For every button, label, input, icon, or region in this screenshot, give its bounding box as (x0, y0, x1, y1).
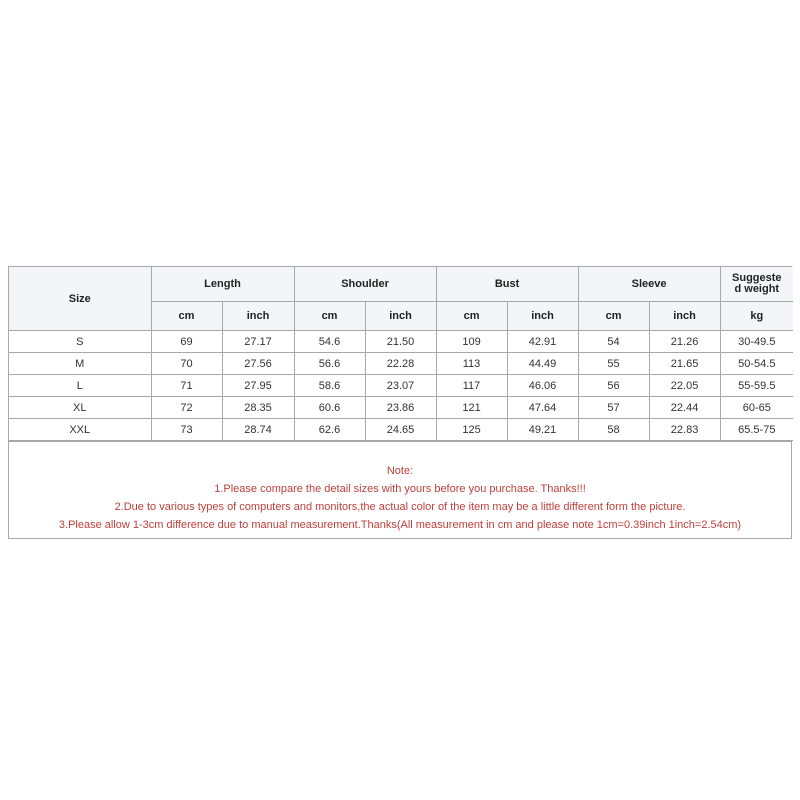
unit-header: kg (720, 302, 793, 331)
measurement-cell: 21.65 (649, 353, 720, 375)
measurement-cell: 56.6 (294, 353, 365, 375)
measurement-cell: 62.6 (294, 419, 365, 441)
measurement-cell: 71 (151, 375, 222, 397)
unit-header: cm (294, 302, 365, 331)
unit-header: cm (151, 302, 222, 331)
measurement-cell: 22.83 (649, 419, 720, 441)
measurement-cell: 54.6 (294, 331, 365, 353)
measurement-cell: 22.28 (365, 353, 436, 375)
measurement-cell: 22.05 (649, 375, 720, 397)
measurement-cell: 60.6 (294, 397, 365, 419)
measurement-cell: 47.64 (507, 397, 578, 419)
measurement-cell: 21.50 (365, 331, 436, 353)
sleeve-header: Sleeve (578, 267, 720, 302)
size-cell: L (9, 375, 151, 397)
measurement-cell: 56 (578, 375, 649, 397)
weight-header-line1: Suggeste (732, 272, 782, 284)
note-title: Note: (386, 465, 414, 477)
size-table (9, 267, 793, 441)
measurement-cell: 121 (436, 397, 507, 419)
measurement-cell: 27.17 (222, 331, 294, 353)
measurement-cell: 69 (151, 331, 222, 353)
measurement-cell: 28.74 (222, 419, 294, 441)
measurement-cell: 58 (578, 419, 649, 441)
measurement-cell: 49.21 (507, 419, 578, 441)
table-row (9, 375, 793, 397)
weight-cell: 55-59.5 (720, 375, 793, 397)
table-row (9, 419, 793, 441)
size-header: Size (9, 267, 151, 331)
measurement-cell: 27.95 (222, 375, 294, 397)
shoulder-header: Shoulder (294, 267, 436, 302)
measurement-cell: 42.91 (507, 331, 578, 353)
measurement-cell: 24.65 (365, 419, 436, 441)
size-chart (8, 266, 792, 539)
measurement-cell: 46.06 (507, 375, 578, 397)
measurement-cell: 57 (578, 397, 649, 419)
note-line: 1.Please compare the detail sizes with yours before you purchase. Thanks!!! (214, 483, 586, 495)
measurement-cell: 27.56 (222, 353, 294, 375)
unit-header: inch (222, 302, 294, 331)
table-body (9, 331, 793, 441)
note-line: 3.Please allow 1-3cm difference due to manual measurement.Thanks(All measurement in cm and please note 1cm=0.39inch 1inch=2.54cm) (58, 519, 742, 531)
weight-cell: 65.5-75 (720, 419, 793, 441)
measurement-cell: 109 (436, 331, 507, 353)
measurement-cell: 21.26 (649, 331, 720, 353)
size-cell: S (9, 331, 151, 353)
measurement-cell: 23.07 (365, 375, 436, 397)
size-cell: M (9, 353, 151, 375)
measurement-cell: 55 (578, 353, 649, 375)
weight-cell: 30-49.5 (720, 331, 793, 353)
measurement-cell: 54 (578, 331, 649, 353)
measurement-cell: 125 (436, 419, 507, 441)
unit-header: inch (649, 302, 720, 331)
weight-cell: 50-54.5 (720, 353, 793, 375)
unit-header: inch (507, 302, 578, 331)
measurement-cell: 28.35 (222, 397, 294, 419)
bust-header: Bust (436, 267, 578, 302)
measurement-cell: 44.49 (507, 353, 578, 375)
length-header: Length (151, 267, 294, 302)
measurement-cell: 22.44 (649, 397, 720, 419)
size-cell: XL (9, 397, 151, 419)
measurement-cell: 70 (151, 353, 222, 375)
unit-header: cm (578, 302, 649, 331)
weight-header-line2: d weight (734, 283, 780, 295)
weight-cell: 60-65 (720, 397, 793, 419)
measurement-cell: 73 (151, 419, 222, 441)
note-line: 2.Due to various types of computers and monitors,the actual color of the item may be a little different form the picture. (114, 501, 686, 513)
size-cell: XXL (9, 419, 151, 441)
measurement-cell: 72 (151, 397, 222, 419)
measurement-cell: 58.6 (294, 375, 365, 397)
suggested-weight-header (720, 267, 793, 302)
note-box (9, 441, 791, 538)
measurement-cell: 117 (436, 375, 507, 397)
unit-header: cm (436, 302, 507, 331)
table-row (9, 353, 793, 375)
measurement-cell: 23.86 (365, 397, 436, 419)
table-row (9, 397, 793, 419)
measurement-cell: 113 (436, 353, 507, 375)
unit-header: inch (365, 302, 436, 331)
table-row (9, 331, 793, 353)
